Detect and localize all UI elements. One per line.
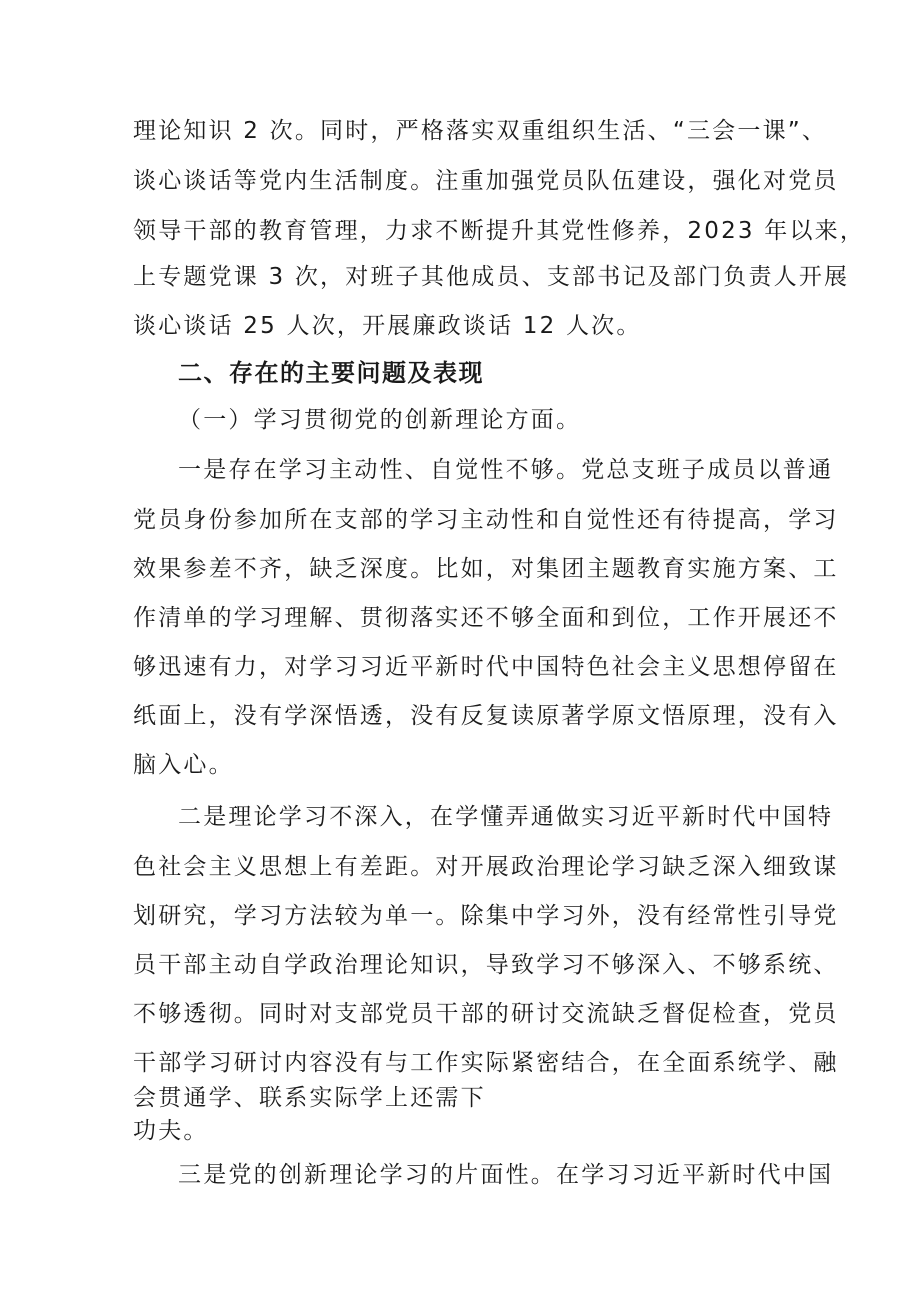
paragraph-line: 色社会主义思想上有差距。对开展政治理论学习缺乏深入细致谋	[133, 854, 839, 880]
paragraph-line: 谈心谈话等党内生活制度。注重加强党员队伍建设，强化对党员	[133, 168, 839, 194]
paragraph-line: 干部学习研讨内容没有与工作实际紧密结合，在全面系统学、融	[133, 1050, 839, 1076]
paragraph-line: 党员身份参加所在支部的学习主动性和自觉性还有待提高，学习	[133, 507, 839, 533]
paragraph-line: 划研究，学习方法较为单一。除集中学习外，没有经常性引导党	[133, 903, 839, 929]
paragraph-line: 够迅速有力，对学习习近平新时代中国特色社会主义思想停留在	[133, 654, 839, 680]
subsection-heading: （一）学习贯彻党的创新理论方面。	[178, 407, 582, 433]
paragraph-line: 三是党的创新理论学习的片面性。在学习习近平新时代中国	[178, 1162, 834, 1188]
paragraph-line: 一是存在学习主动性、自觉性不够。党总支班子成员以普通	[178, 457, 834, 483]
paragraph-line: 谈心谈话 25 人次，开展廉政谈话 12 人次。	[133, 313, 642, 339]
paragraph-line: 作清单的学习理解、贯彻落实还不够全面和到位，工作开展还不	[133, 605, 839, 631]
paragraph-line: 功夫。	[133, 1118, 209, 1144]
paragraph-line: 理论知识 2 次。同时，严格落实双重组织生活、“三会一课”、	[133, 118, 828, 144]
paragraph-line: 效果参差不齐，缺乏深度。比如，对集团主题教育实施方案、工	[133, 556, 839, 582]
paragraph-line: 纸面上，没有学深悟透，没有反复读原著学原文悟原理，没有入	[133, 703, 839, 729]
paragraph-line: 员干部主动自学政治理论知识，导致学习不够深入、不够系统、	[133, 952, 839, 978]
paragraph-line: 会贯通学、联系实际学上还需下	[133, 1085, 486, 1111]
paragraph-line: 二是理论学习不深入，在学懂弄通做实习近平新时代中国特	[178, 804, 834, 830]
paragraph-line: 脑入心。	[133, 752, 234, 778]
paragraph-line: 领导干部的教育管理，力求不断提升其党性修养，2023 年以来，	[133, 218, 866, 244]
section-heading: 二、存在的主要问题及表现	[178, 359, 484, 387]
paragraph-line: 不够透彻。同时对支部党员干部的研讨交流缺乏督促检查，党员	[133, 1001, 839, 1027]
paragraph-line: 上专题党课 3 次，对班子其他成员、支部书记及部门负责人开展	[133, 264, 850, 290]
